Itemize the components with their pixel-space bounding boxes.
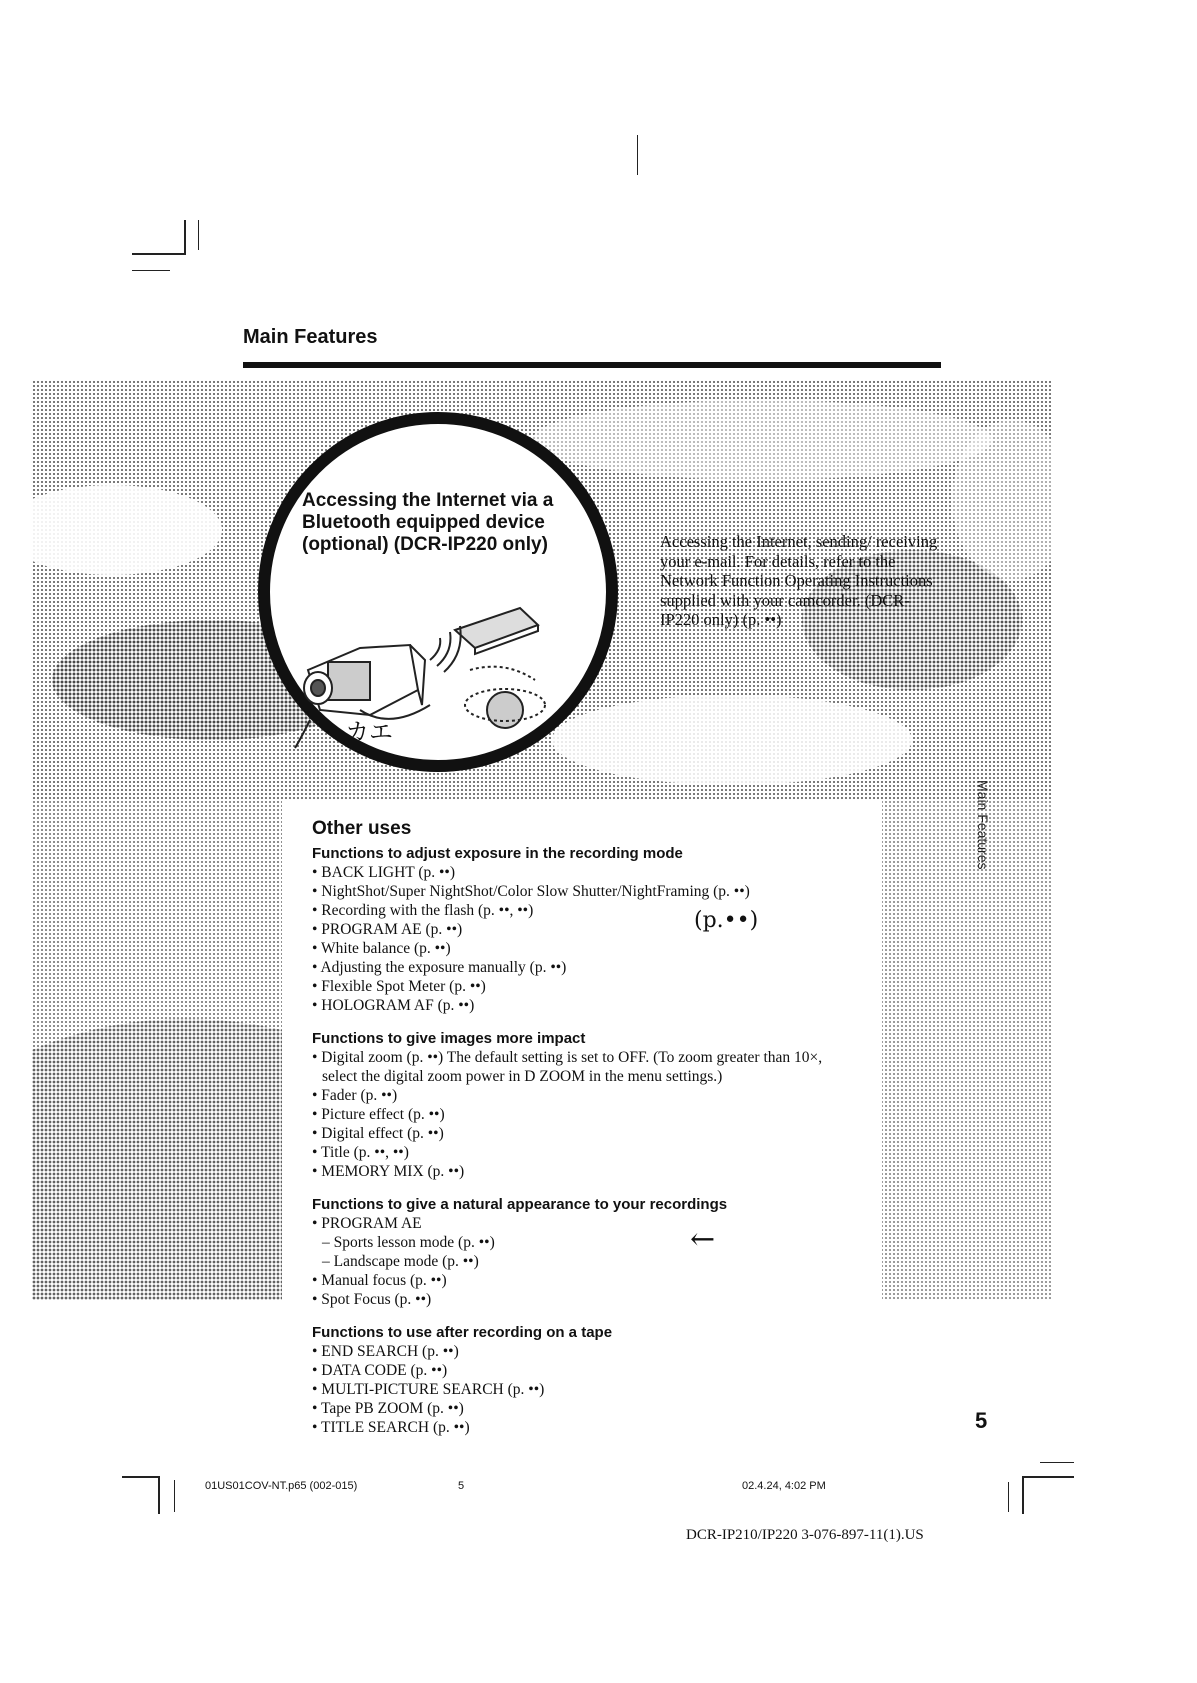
crop-mark [637, 135, 638, 175]
group-heading: Functions to adjust exposure in the recording mode [312, 845, 683, 862]
list-item: • PROGRAM AE (p. ••) [312, 921, 463, 938]
side-tab-label: Main Features [975, 780, 991, 870]
list-item: • Adjusting the exposure manually (p. ••) [312, 959, 567, 976]
hero-description: Accessing the Internet, sending/ receiving your e-mail. For details, refer to the Network Function Operating Instructions supplied with your camcorder. (DCR-IP220 only) (p. ••) [660, 532, 938, 629]
list-item: • Tape PB ZOOM (p. ••) [312, 1400, 464, 1417]
function-group [312, 1195, 952, 1309]
other-uses-section [312, 818, 952, 1451]
camcorder-illustration [290, 600, 560, 750]
list-item: – Sports lesson mode (p. ••) [322, 1234, 495, 1251]
list-item: – Landscape mode (p. ••) [322, 1253, 479, 1270]
crop-mark [184, 220, 186, 255]
crop-mark [1022, 1476, 1074, 1478]
list-item: • MULTI-PICTURE SEARCH (p. ••) [312, 1381, 545, 1398]
crop-mark [198, 220, 199, 250]
crop-mark [174, 1480, 175, 1512]
crop-mark [1008, 1482, 1009, 1512]
circle-title: Accessing the Internet via a Bluetooth equipped device (optional) (DCR-IP220 only) [302, 490, 554, 555]
function-group [312, 844, 952, 1015]
crop-mark [1040, 1462, 1074, 1463]
crop-mark [132, 253, 186, 255]
model-line: DCR-IP210/IP220 3-076-897-11(1).US [686, 1527, 924, 1543]
section-title: Main Features [243, 326, 378, 348]
group-heading: Functions to give a natural appearance to your recordings [312, 1196, 728, 1213]
crop-mark [122, 1476, 160, 1478]
list-item: • Digital zoom (p. ••) The default setting is set to OFF. (To zoom greater than 10×, [312, 1049, 823, 1066]
list-item: select the digital zoom power in D ZOOM in the menu settings.) [322, 1068, 723, 1085]
footer-page: 5 [458, 1480, 465, 1492]
list-item: • DATA CODE (p. ••) [312, 1362, 448, 1379]
list-item: • TITLE SEARCH (p. ••) [312, 1419, 470, 1436]
function-group [312, 1029, 952, 1181]
annotation-page-ref: (p.••) [694, 908, 759, 933]
page-number: 5 [975, 1408, 988, 1433]
annotation-arrow: ← [690, 1222, 716, 1257]
list-item: • BACK LIGHT (p. ••) [312, 864, 455, 881]
list-item: • Flexible Spot Meter (p. ••) [312, 978, 486, 995]
list-item: • MEMORY MIX (p. ••) [312, 1163, 465, 1180]
list-item: • Spot Focus (p. ••) [312, 1291, 432, 1308]
footer-date: 02.4.24, 4:02 PM [742, 1480, 826, 1492]
list-item: • Picture effect (p. ••) [312, 1106, 445, 1123]
footer-file: 01US01COV-NT.p65 (002-015) [205, 1480, 358, 1492]
list-item: • White balance (p. ••) [312, 940, 451, 957]
title-rule [243, 362, 941, 368]
list-item: • Fader (p. ••) [312, 1087, 398, 1104]
handwritten-note: カエ [345, 718, 393, 746]
list-item: • HOLOGRAM AF (p. ••) [312, 997, 475, 1014]
crop-mark [132, 270, 170, 271]
list-item: • PROGRAM AE [312, 1215, 422, 1232]
list-item: • Title (p. ••, ••) [312, 1144, 409, 1161]
side-tab [975, 780, 1005, 900]
list-item: • Digital effect (p. ••) [312, 1125, 444, 1142]
group-heading: Functions to give images more impact [312, 1030, 586, 1047]
group-heading: Functions to use after recording on a tape [312, 1324, 613, 1341]
other-uses-heading: Other uses [312, 818, 412, 839]
list-item: • Recording with the flash (p. ••, ••) [312, 902, 534, 919]
list-item: • Manual focus (p. ••) [312, 1272, 447, 1289]
list-item: • END SEARCH (p. ••) [312, 1343, 459, 1360]
list-item: • NightShot/Super NightShot/Color Slow Shutter/NightFraming (p. ••) [312, 883, 750, 900]
crop-mark [1022, 1476, 1024, 1514]
function-group [312, 1323, 952, 1437]
crop-mark [158, 1476, 160, 1514]
